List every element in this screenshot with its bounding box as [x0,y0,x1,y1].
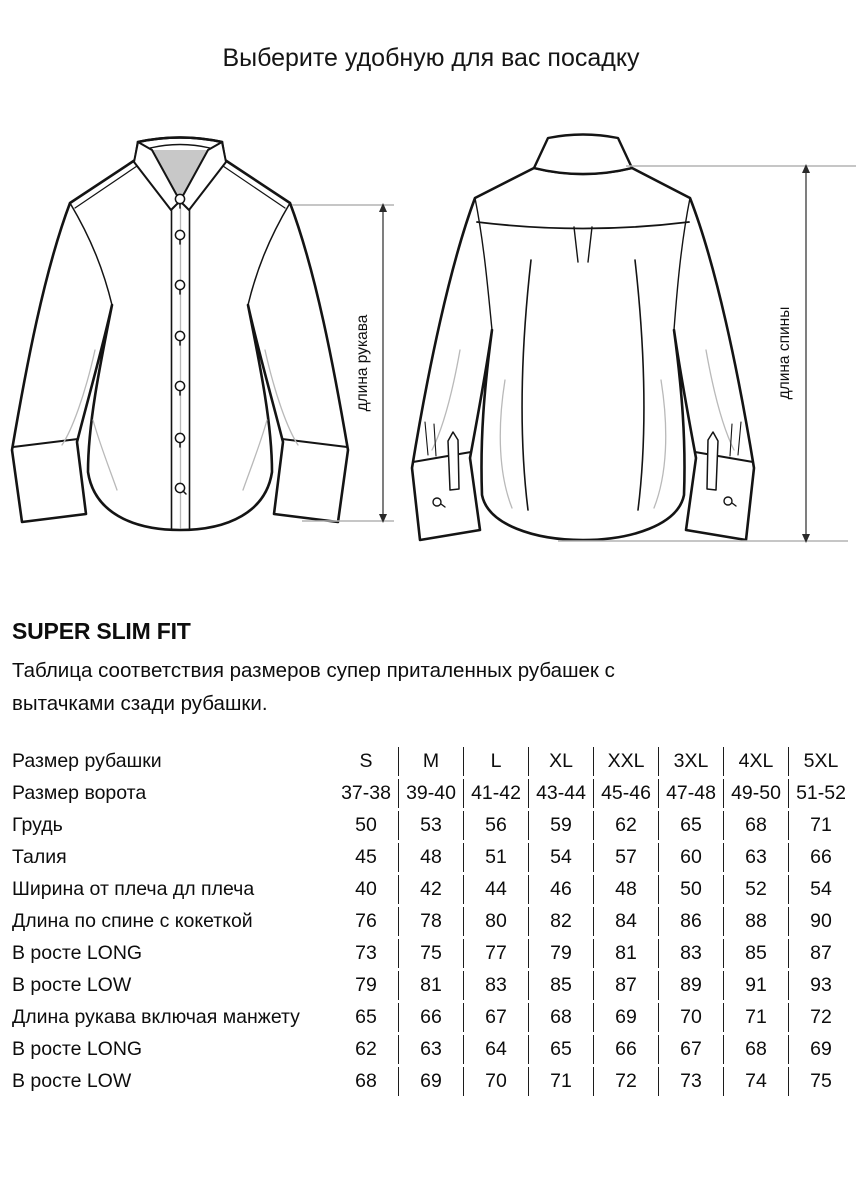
table-cell: 68 [723,1035,788,1064]
table-cell: 54 [788,875,853,904]
table-cell: 70 [463,1067,528,1096]
table-cell: 4XL [723,747,788,776]
row-label: Длина рукава включая манжету [12,1006,300,1028]
table-cell: 59 [528,811,593,840]
table-row [12,1003,853,1032]
table-cell: 3XL [658,747,723,776]
table-cell: 60 [658,843,723,872]
table-cell: 48 [398,843,463,872]
table-cell: 53 [398,811,463,840]
row-label: Грудь [12,814,63,836]
table-cell: 70 [658,1003,723,1032]
table-row [12,747,853,776]
table-cell: 66 [593,1035,658,1064]
table-cell: 73 [658,1067,723,1096]
table-cell: 64 [463,1035,528,1064]
table-cell: 46 [528,875,593,904]
table-cell: 63 [723,843,788,872]
row-label: В росте LOW [12,1070,132,1092]
table-cell: 52 [723,875,788,904]
table-cell: 51 [463,843,528,872]
table-cell: 78 [398,907,463,936]
table-cell: 42 [398,875,463,904]
table-cell: 74 [723,1067,788,1096]
row-label: Длина по спине с кокеткой [12,910,253,932]
table-cell: 84 [593,907,658,936]
table-cell: 87 [788,939,853,968]
table-cell: 85 [723,939,788,968]
table-cell: 45-46 [593,779,658,808]
table-cell: 80 [463,907,528,936]
shirt-diagrams [0,100,862,600]
table-cell: 65 [658,811,723,840]
table-cell: 88 [723,907,788,936]
row-label: В росте LOW [12,974,132,996]
table-cell: 73 [355,942,377,964]
back-length-label: длина спины [776,306,793,400]
table-row [12,843,853,872]
table-cell: 54 [528,843,593,872]
table-row [12,939,853,968]
table-cell: 82 [528,907,593,936]
row-label: Размер рубашки [12,750,162,772]
table-cell: 87 [593,971,658,1000]
table-cell: 79 [528,939,593,968]
table-cell: 67 [463,1003,528,1032]
table-cell: 75 [398,939,463,968]
table-cell: 68 [723,811,788,840]
table-cell: XXL [593,747,658,776]
table-cell: 48 [593,875,658,904]
size-table-body [12,747,853,1096]
table-cell: 85 [528,971,593,1000]
table-cell: 71 [723,1003,788,1032]
table-cell: 39-40 [398,779,463,808]
table-cell: 50 [355,814,377,836]
table-cell: 5XL [788,747,853,776]
table-cell: 51-52 [788,779,853,808]
shirt-back-drawing [412,135,754,541]
table-cell: 43-44 [528,779,593,808]
table-cell: 79 [355,974,377,996]
table-cell: 65 [528,1035,593,1064]
table-row [12,779,853,808]
table-cell: 69 [593,1003,658,1032]
table-cell: 83 [463,971,528,1000]
table-cell: 86 [658,907,723,936]
table-cell: 62 [593,811,658,840]
table-cell: 56 [463,811,528,840]
table-cell: 45 [355,846,377,868]
size-table [12,744,853,1099]
table-row [12,811,853,840]
table-cell: 93 [788,971,853,1000]
sleeve-length-label: длина рукава [354,314,371,412]
fit-description: Таблица соответствия размеров супер приталенных рубашек с вытачками сзади рубашки. [12,659,615,715]
table-cell: 49-50 [723,779,788,808]
table-cell: 77 [463,939,528,968]
fit-heading: SUPER SLIM FIT [12,618,191,644]
row-label: В росте LONG [12,942,143,964]
table-cell: 63 [398,1035,463,1064]
table-cell: 57 [593,843,658,872]
table-cell: 71 [788,811,853,840]
table-cell: M [398,747,463,776]
table-cell: 81 [398,971,463,1000]
shirt-diagram-svg [0,100,862,600]
table-cell: 81 [593,939,658,968]
table-cell: 83 [658,939,723,968]
row-label: Ширина от плеча дл плеча [12,878,255,900]
shirt-front-drawing [12,138,348,531]
table-cell: 72 [788,1003,853,1032]
table-cell: S [359,750,373,772]
table-cell: 44 [463,875,528,904]
table-cell: 91 [723,971,788,1000]
table-cell: 69 [788,1035,853,1064]
table-cell: XL [528,747,593,776]
page-title: Выберите удобную для вас посадку [222,44,640,72]
row-label: Размер ворота [12,782,147,804]
table-cell: 89 [658,971,723,1000]
table-cell: 72 [593,1067,658,1096]
table-cell: 68 [355,1070,377,1092]
table-row [12,971,853,1000]
table-row [12,1067,853,1096]
table-row [12,875,853,904]
table-cell: 69 [398,1067,463,1096]
table-cell: 40 [355,878,377,900]
table-cell: 75 [788,1067,853,1096]
row-label: В росте LONG [12,1038,143,1060]
table-cell: 47-48 [658,779,723,808]
table-cell: 65 [355,1006,377,1028]
table-cell: 76 [355,910,377,932]
table-cell: 66 [788,843,853,872]
table-cell: L [463,747,528,776]
table-cell: 71 [528,1067,593,1096]
row-label: Талия [12,846,67,868]
table-cell: 50 [658,875,723,904]
table-cell: 62 [355,1038,377,1060]
table-cell: 37-38 [341,782,391,804]
table-row [12,907,853,936]
table-cell: 67 [658,1035,723,1064]
table-cell: 66 [398,1003,463,1032]
table-cell: 90 [788,907,853,936]
table-row [12,1035,853,1064]
table-cell: 68 [528,1003,593,1032]
table-cell: 41-42 [463,779,528,808]
